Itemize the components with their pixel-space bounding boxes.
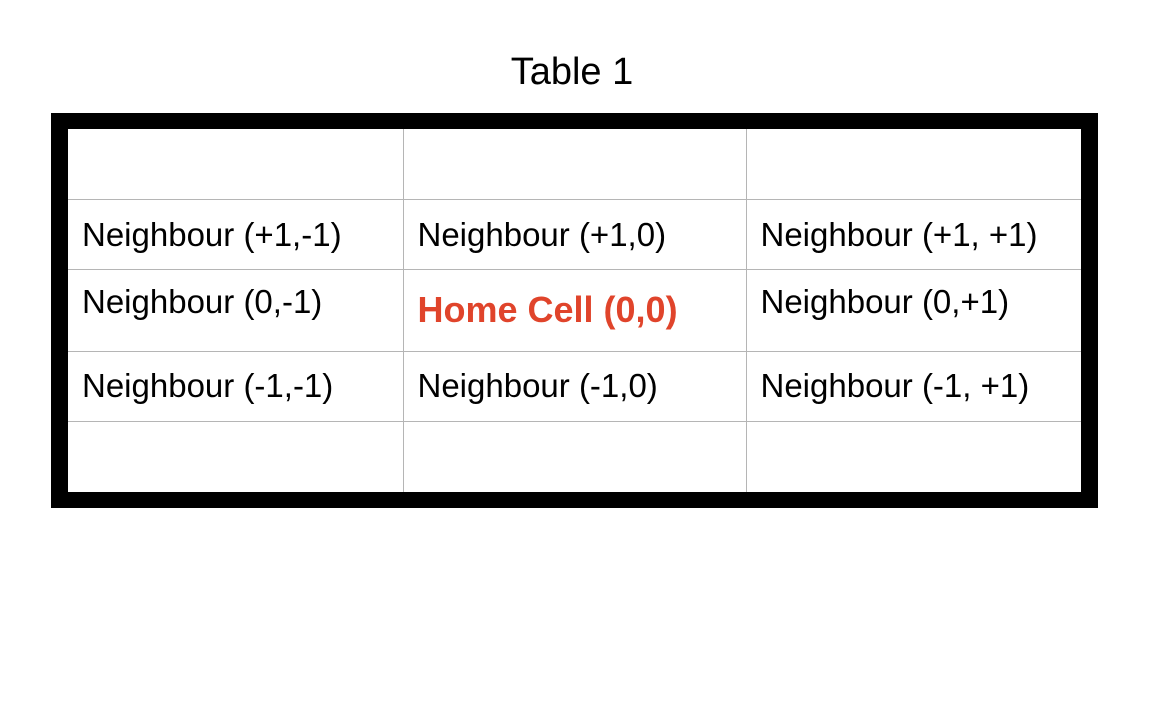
table-cell: Neighbour (-1,-1) <box>68 351 403 421</box>
home-cell <box>403 270 746 351</box>
table-row-home <box>68 270 1081 351</box>
table-cell <box>68 422 403 492</box>
table-cell <box>746 129 1081 199</box>
cell-text: Neighbour (0,+1) <box>760 283 1010 321</box>
table-cell <box>403 129 746 199</box>
table-cell <box>68 270 403 351</box>
table-row <box>68 351 1081 421</box>
table-cell: Neighbour (+1,-1) <box>68 199 403 269</box>
table-frame <box>51 113 1098 508</box>
home-cell-label: Home Cell (0,0) <box>417 289 678 331</box>
table-row <box>68 199 1081 269</box>
table-cell: Neighbour (-1, +1) <box>746 351 1081 421</box>
table-cell: Neighbour (-1,0) <box>403 351 746 421</box>
table-cell <box>403 422 746 492</box>
table-row-empty-bottom <box>68 422 1081 492</box>
table-cell <box>746 422 1081 492</box>
table-cell: Neighbour (+1, +1) <box>746 199 1081 269</box>
cell-text: Neighbour (0,-1) <box>82 283 323 321</box>
table-row-empty-top <box>68 129 1081 199</box>
neighbour-table <box>68 129 1081 492</box>
table-title: Table 1 <box>510 51 634 93</box>
table-cell: Neighbour (+1,0) <box>403 199 746 269</box>
table-cell <box>746 270 1081 351</box>
table-cell <box>68 129 403 199</box>
